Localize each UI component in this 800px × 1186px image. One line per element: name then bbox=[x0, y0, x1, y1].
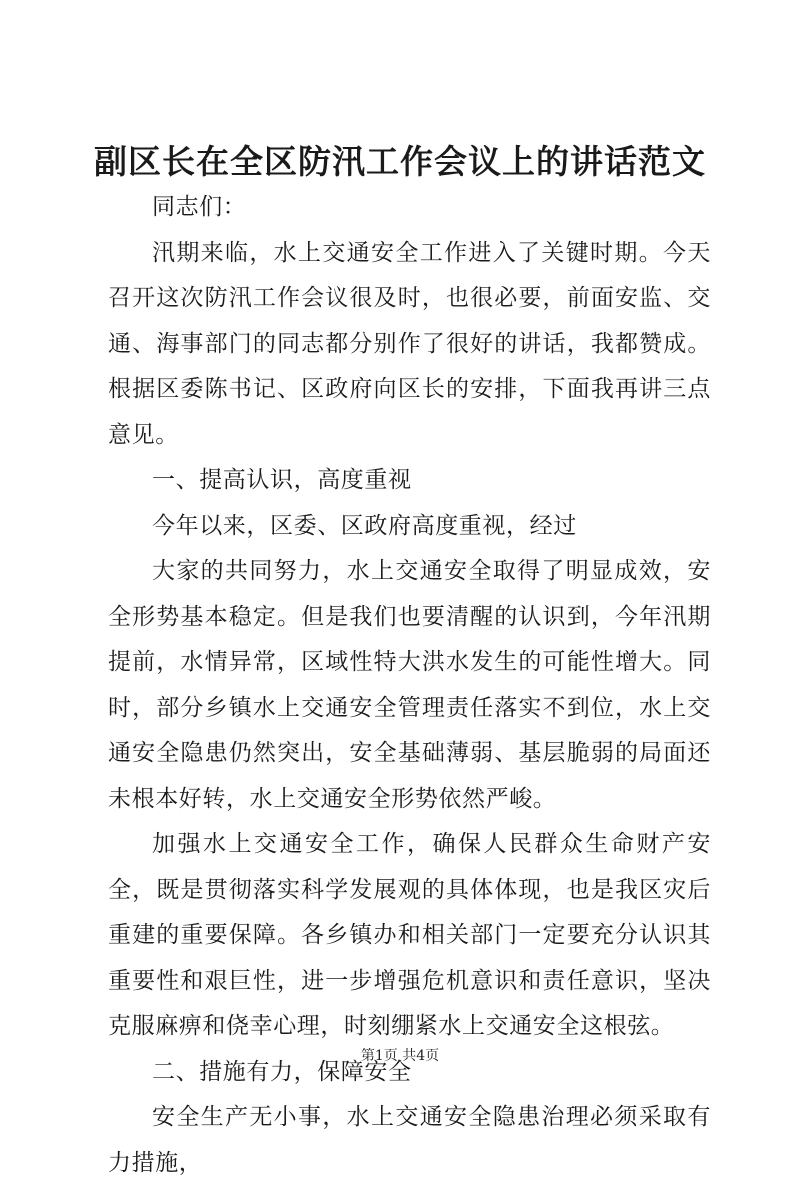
document-body bbox=[108, 185, 711, 1186]
section-heading: 一、提高认识，高度重视 bbox=[152, 467, 412, 493]
page-number-footer: 第1页 共4页 bbox=[360, 1048, 440, 1064]
body-paragraph: 汛期来临，水上交通安全工作进入了关键时期。今天召开这次防汛工作会议很及时，也很必要，前面安监、交通、海事部门的同志都分别作了很好的讲话，我都赞成。根据区委陈书记、区政府向区长的安排，下面我再讲三点意见。 bbox=[108, 239, 711, 448]
body-paragraph: 今年以来，区委、区政府高度重视，经过 bbox=[152, 512, 577, 539]
body-paragraph: 大家的共同努力，水上交通安全取得了明显成效，安全形势基本稳定。但是我们也要清醒的认识到，今年汛期提前，水情异常，区域性特大洪水发生的可能性增大。同时，部分乡镇水上交通安全管理责任落实不到位，水上交通安全隐患仍然突出，安全基础薄弱、基层脆弱的局面还未根本好转，水上交通安全形势依然严峻。 bbox=[108, 558, 711, 812]
salutation: 同志们： bbox=[152, 194, 247, 220]
document-title: 副区长在全区防汛工作会议上的讲话范文 bbox=[94, 142, 706, 181]
body-paragraph: 安全生产无小事，水上交通安全隐患治理必须采取有力措施， bbox=[108, 1104, 711, 1176]
body-paragraph: 加强水上交通安全工作，确保人民群众生命财产安全，既是贯彻落实科学发展观的具体体现，也是我区灾后重建的重要保障。各乡镇办和相关部门一定要充分认识其重要性和艰巨性，进一步增强危机意识和责任意识，坚决克服麻痹和侥幸心理，时刻绷紧水上交通安全这根弦。 bbox=[108, 831, 711, 1039]
section-heading: 二、措施有力，保障安全 bbox=[152, 1058, 412, 1085]
